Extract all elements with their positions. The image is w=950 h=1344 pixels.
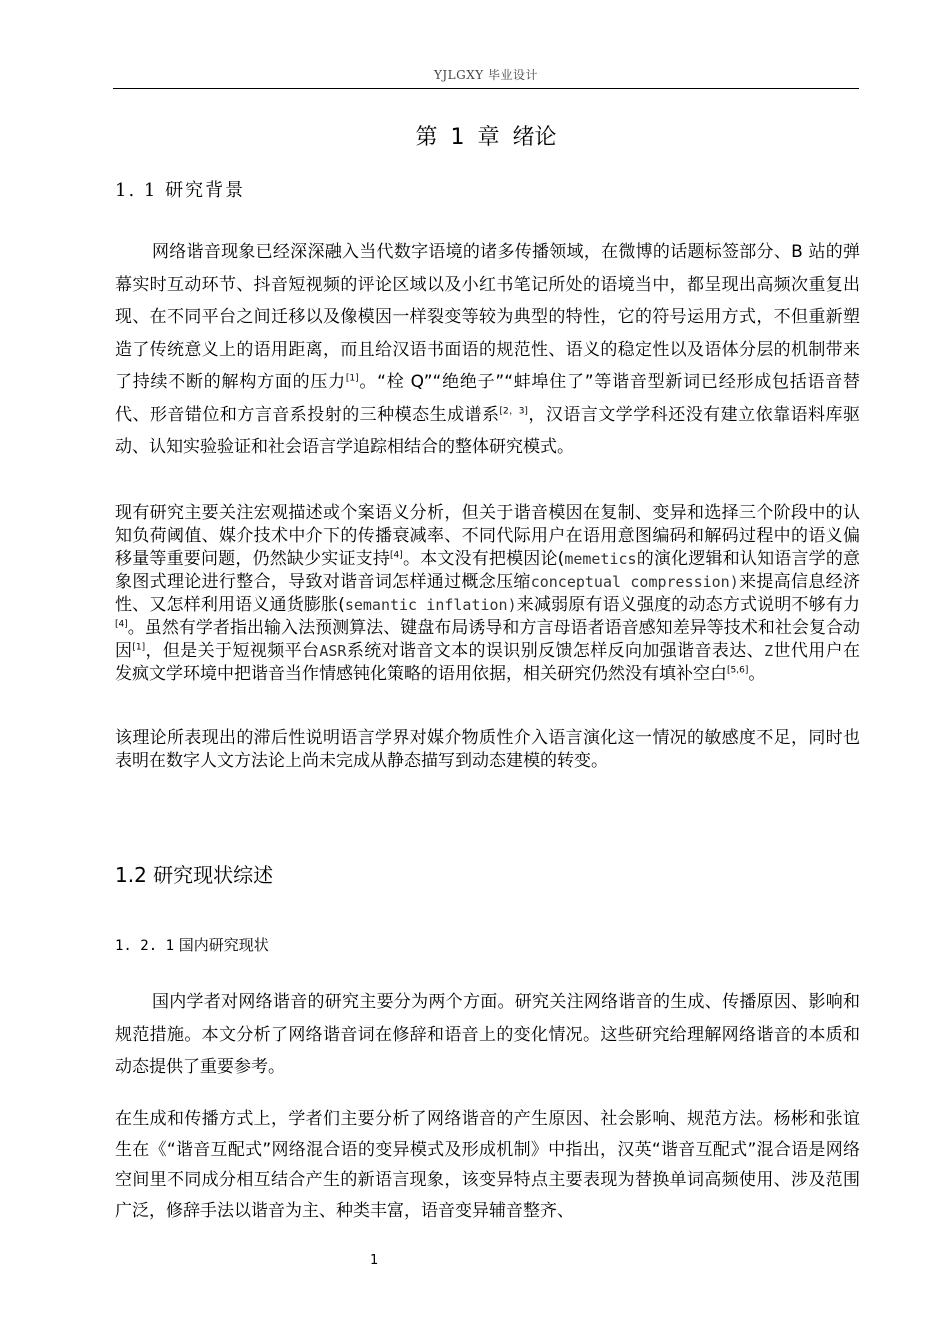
term-run: ASR [319, 642, 347, 660]
subsection-number: 1. 2. 1 [115, 938, 175, 954]
running-header: YJLGXY 毕业设计 [433, 68, 539, 82]
paragraph-background-2 [115, 502, 860, 686]
text-run: 世代用户在发疯文学环境中把谐音当作情感钝化策略的语用依据，相关研究仍然没有填补空白 [115, 641, 861, 684]
text-run: 系统对谐音文本的误识别反馈怎样反向加强谐音表达、 [346, 641, 765, 661]
text-run: 的演化逻辑和认知语言学的意象图式理论进行整合，导致对谐音词怎样通过概念压缩 [115, 549, 861, 592]
text-run: 。“栓 Q”“绝绝子”“蚌埠住了”等谐音型新词已经形成包括语音替代、形音错位和方言音系投射的三种模态生成谱系 [115, 372, 861, 425]
subsection-title: 国内研究现状 [178, 936, 269, 954]
text-run: 网络谐音现象已经深深融入当代数字语境的诸多传播领域，在微博的话题标签部分、B 站的弹幕实时互动环节、抖音短视频的评论区域以及小红书笔记所处的语境当中，都呈现出高频次重复出现、在不同平台之间迁移以及像模因一样裂变等较为典型的特性，它的符号运用方式，不但重新塑造了传统意义上的语用距离，而且给汉语书面语的规范性、语义的稳定性以及语体分层的机制带来了持续不断的解构方面的压力 [115, 242, 860, 392]
term-run: conceptual compression) [530, 573, 739, 591]
citation: [2，3] [499, 405, 528, 416]
paragraph-domestic-2: 在生成和传播方式上，学者们主要分析了网络谐音的产生原因、社会影响、规范方法。杨彬和张谊生在《“谐音互配式”网络混合语的变异模式及形成机制》中指出，汉英“谐音互配式”混合语是网络空间里不同成分相互结合产生的新语言现象，该变异特点主要表现为替换单词高频使用、涉及范围广泛，修辞手法以谐音为主、种类丰富，语音变异辅音整齐、 [115, 1109, 860, 1221]
chapter-title: 第 1 章 绪论 [415, 125, 557, 150]
citation: [1] [132, 642, 146, 653]
citation: [4] [390, 550, 403, 561]
text-run: 来提高信息经济性、又怎样利用语义通货膨胀( [115, 572, 860, 615]
citation: [4] [115, 619, 128, 630]
text-run: 该理论所表现出的滞后性说明语言学界对媒介物质性介入语言演化这一情况的敏感度不足，同时也表明在数字人文方法论上尚未完成从静态描写到动态建模的转变。 [115, 728, 860, 771]
section-heading-1-2: 1.2 研究现状综述 [115, 863, 274, 887]
text-run: 现有研究主要关注宏观描述或个案语义分析，但关于谐音模因在复制、变异和选择三个阶段中的认知负荷阈值、媒介技术中介下的传播衰减率、不同代际用户在语用意图编码和解码过程中的语义偏移量等重要问题，仍然缺少实证支持 [115, 503, 860, 569]
citation: [5,6] [727, 665, 749, 676]
paragraph-background-1 [115, 236, 860, 464]
subsection-heading-1-2-1 [115, 934, 269, 955]
term-run: semantic inflation) [344, 596, 517, 614]
paragraph-background-3 [115, 727, 860, 773]
term-run: memetics [564, 550, 637, 568]
page-number: 1 [370, 1253, 379, 1268]
text-run: ，但是关于短视频平台 [145, 641, 320, 661]
citation: [1] [345, 373, 359, 384]
term-run: Z [764, 642, 774, 660]
text-run: 。 [748, 664, 766, 684]
text-run: 来减弱原有语义强度的动态方式说明不够有力 [516, 595, 861, 615]
header-divider [113, 88, 859, 89]
paragraph-domestic-1: 国内学者对网络谐音的研究主要分为两个方面。研究关注网络谐音的生成、传播原因、影响和规范措施。本文分析了网络谐音词在修辞和语音上的变化情况。这些研究给理解网络谐音的本质和动态提供了重要参考。 [115, 992, 860, 1077]
text-run: 。本文没有把模因论( [402, 549, 565, 569]
text-run: 。虽然有学者指出输入法预测算法、键盘布局诱导和方言母语者语音感知差异等技术和社会复合动因 [115, 618, 860, 661]
section-heading-1-1: 1. 1 研究背景 [115, 180, 246, 201]
text-run: ，汉语言文学学科还没有建立依靠语料库驱动、认知实验验证和社会语言学追踪相结合的整体研究模式。 [115, 404, 861, 457]
